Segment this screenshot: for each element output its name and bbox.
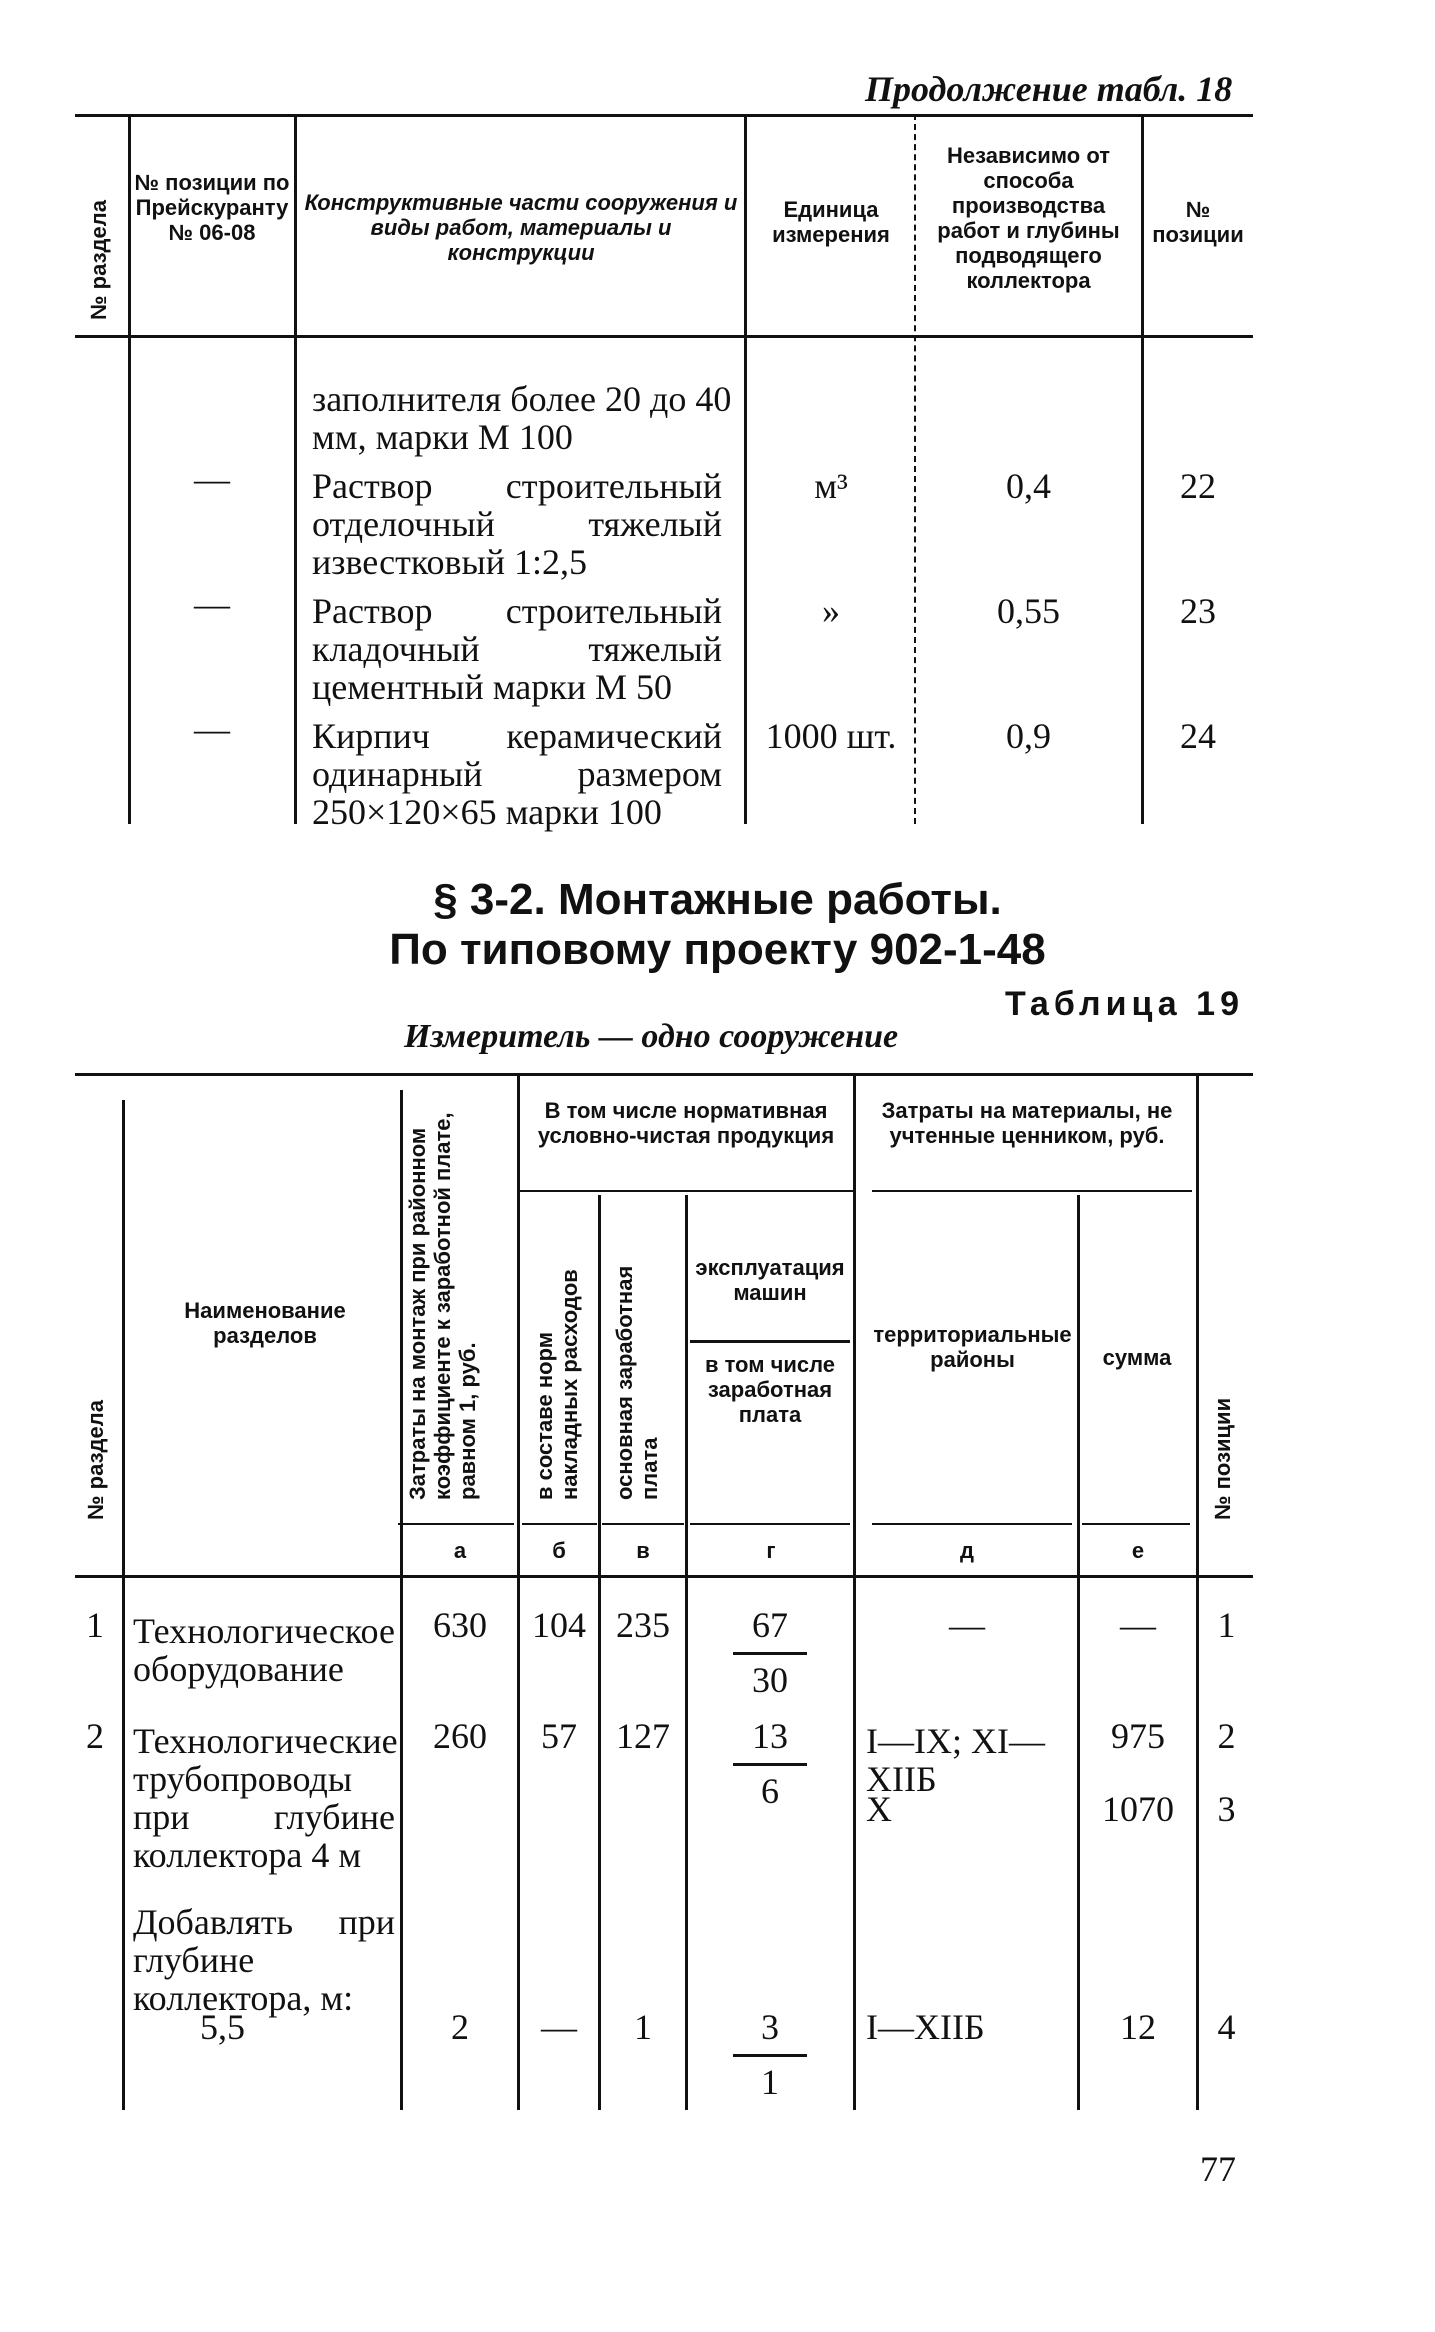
t18-row1-name: заполнителя более 20 до 40 мм, марки М 100 [312, 379, 732, 457]
page-number: 77 [1200, 2149, 1236, 2189]
t19-mat1-sum: — [1120, 1605, 1156, 1645]
t19-row3-v: 1 [634, 2007, 652, 2047]
t19-row2-no: 2 [86, 1716, 104, 1756]
continuation-caption: Продолжение табл. 18 [865, 69, 1233, 109]
t19-header-cost: Затраты на монтаж при районном коэффициенте к заработной плате, равном 1, руб. [405, 1112, 480, 1500]
t19-mat4-territory: I—XIIБ [866, 2007, 985, 2047]
t18-row4-value: 0,9 [1006, 716, 1051, 756]
t19-col-e: е [1131, 1538, 1145, 1563]
t18-row4-position: 24 [1180, 716, 1216, 756]
table-19-measure: Измеритель — одно сооружение [404, 1018, 899, 1055]
table-19-label: Таблица 19 [1005, 985, 1244, 1023]
t19-col-d: д [960, 1538, 974, 1563]
t18-header-construction-parts: Конструктивные части сооружения и виды работ, материалы и конструкции [304, 190, 738, 265]
t19-col-a: а [453, 1538, 467, 1563]
t19-col-b: б [552, 1538, 566, 1563]
t19-header-territories: территориальные районы [873, 1322, 1072, 1372]
t18-header-position-no: № позиции [1152, 197, 1244, 247]
t19-row2-b: 57 [541, 1716, 577, 1756]
t19-mat3-sum: 1070 [1102, 1789, 1174, 1829]
t19-mat1-territory: — [949, 1605, 985, 1645]
t19-row1-g [720, 1606, 820, 1699]
t19-row1-g-bottom: 30 [752, 1660, 788, 1700]
t19-mat4-sum: 12 [1120, 2007, 1156, 2047]
t18-row3-unit: » [822, 591, 840, 631]
t19-header-sum: сумма [1102, 1345, 1172, 1370]
t19-row2-a: 260 [433, 1716, 487, 1756]
t19-mat4-position: 4 [1217, 2007, 1236, 2047]
t19-row1-name: Технологическое оборудование [133, 1611, 395, 1689]
t19-header-name: Наименование разделов [184, 1298, 346, 1348]
t19-row2-g [720, 1717, 820, 1810]
t19-row2-v: 127 [616, 1716, 670, 1756]
t19-row1-a: 630 [433, 1605, 487, 1645]
t19-row1-g-top: 67 [752, 1605, 788, 1645]
t19-col-v: в [636, 1538, 650, 1563]
table-row [312, 380, 740, 456]
t19-row2-g-top: 13 [752, 1716, 788, 1756]
t19-header-wage: основная заработная плата [612, 1265, 662, 1500]
t18-header-section-no: № раздела [86, 200, 111, 320]
t18-row4-unit: 1000 шт. [765, 716, 897, 756]
t19-row3-name: Добавлять при глубине коллектора, м: [133, 1902, 395, 2018]
t19-mat2-position: 2 [1217, 1716, 1236, 1756]
t19-row1-no: 1 [86, 1605, 104, 1645]
t19-mat2-sum: 975 [1111, 1716, 1165, 1756]
t18-header-independent: Независимо от способа производства работ и глубины подводящего коллектора [937, 143, 1120, 293]
t18-header-unit: Единица измерения [772, 197, 890, 247]
t19-row2-name: Технологические трубопроводы при глубине коллектора 4 м [133, 1721, 398, 1875]
t18-row3-price-position: — [194, 584, 230, 624]
t18-row2-price-position: — [194, 459, 230, 499]
t19-header-machines-wage: в том числе заработная плата [704, 1352, 836, 1427]
t19-row3-g-top: 3 [761, 2007, 779, 2047]
t18-row2-value: 0,4 [1006, 466, 1051, 506]
t19-row3-b: — [541, 2007, 577, 2047]
t19-header-materials: Затраты на материалы, не учтенные ценником, руб. [881, 1098, 1173, 1148]
t19-row3-g [720, 2008, 820, 2101]
t19-row3-sub: 5,5 [200, 2007, 245, 2047]
t19-row3-a: 2 [451, 2007, 469, 2047]
t19-header-section-no: № раздела [83, 1400, 108, 1520]
section-heading [0, 875, 1435, 975]
t19-col-g: г [766, 1538, 776, 1563]
t19-header-overhead: в составе норм накладных расходов [532, 1269, 582, 1500]
t18-header-price-position: № позиции по Прейскуранту № 06-08 [134, 170, 290, 245]
t19-row2-g-bottom: 6 [761, 1771, 779, 1811]
t19-mat1-position: 1 [1217, 1605, 1236, 1645]
t19-mat2-territory: I—IX; XI—XIIБ [866, 1721, 1045, 1799]
t18-row4-price-position: — [194, 709, 230, 749]
t18-row3-value: 0,55 [997, 591, 1060, 631]
t19-mat3-territory: X [866, 1789, 892, 1829]
section-heading-line-1: § 3-2. Монтажные работы. [433, 875, 1002, 924]
t19-row3-g-bottom: 1 [761, 2062, 779, 2102]
t19-header-position-no: № позиции [1210, 1397, 1235, 1520]
t19-row1-v: 235 [616, 1605, 670, 1645]
t19-row1-b: 104 [532, 1605, 586, 1645]
t18-row2-name: Раствор строительный отделочный тяжелый известковый 1:2,5 [312, 466, 722, 582]
t18-row3-position: 23 [1180, 591, 1216, 631]
section-heading-line-2: По типовому проекту 902-1-48 [389, 925, 1046, 974]
t19-header-machines: эксплуатация машин [695, 1255, 845, 1305]
t19-header-including: В том числе нормативная условно-чистая продукция [537, 1098, 835, 1148]
t18-row3-name: Раствор строительный кладочный тяжелый цементный марки М 50 [312, 591, 722, 707]
t18-row4-name: Кирпич керамический одинарный размером 250×120×65 марки 100 [312, 716, 722, 832]
t18-row2-position: 22 [1180, 466, 1216, 506]
t19-mat3-position: 3 [1217, 1789, 1236, 1829]
t18-row2-unit: м³ [814, 466, 848, 506]
